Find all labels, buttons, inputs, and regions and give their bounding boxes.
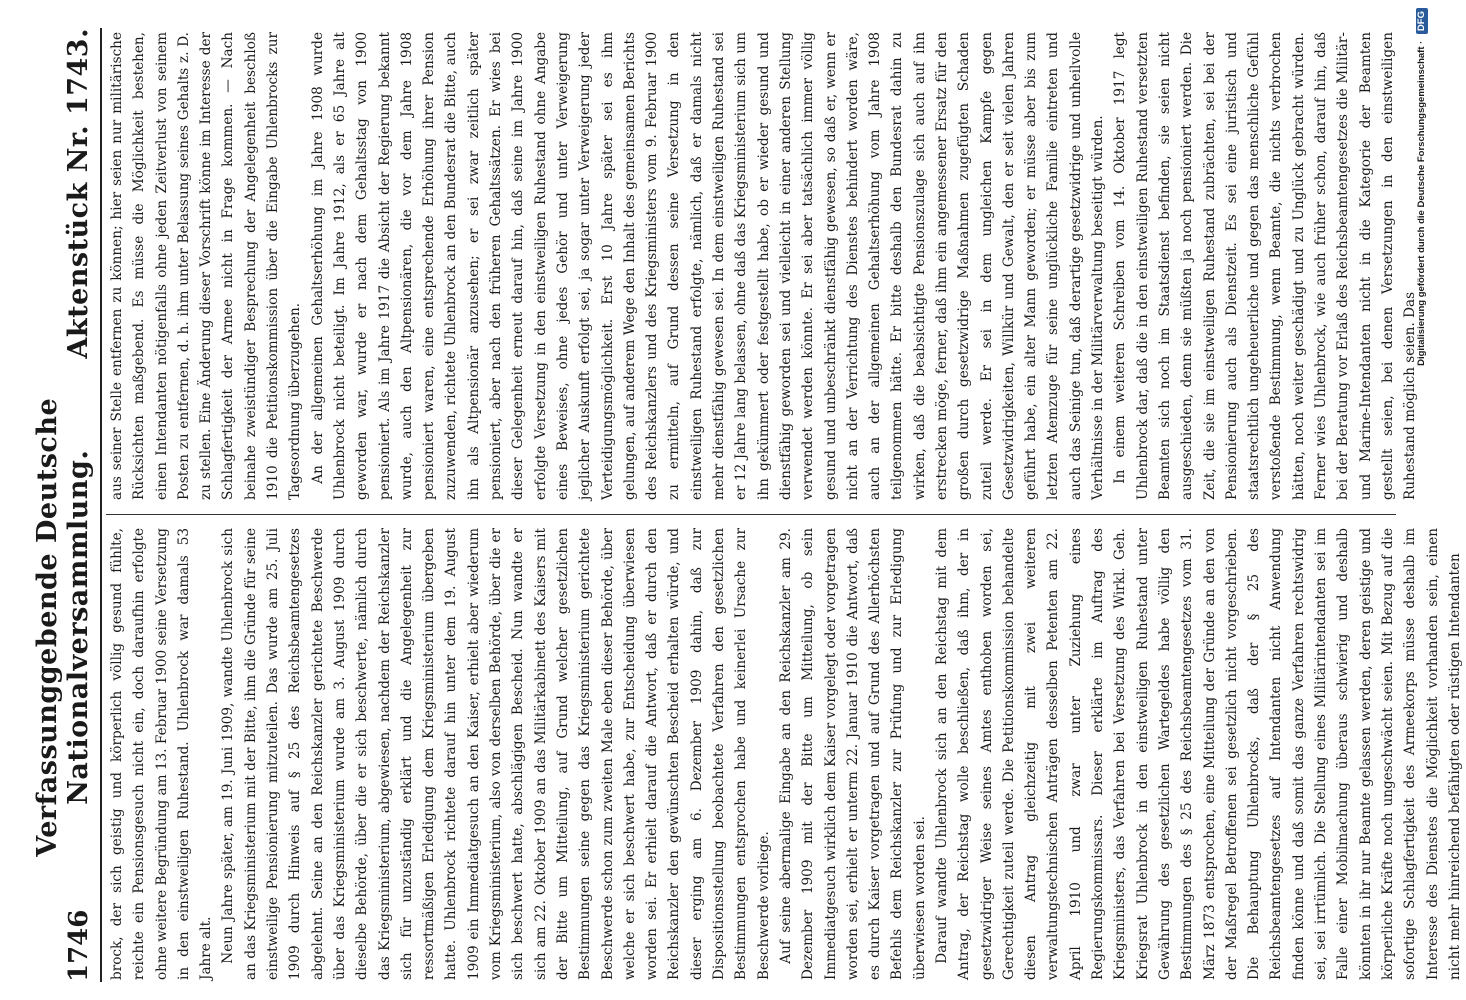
column-separator <box>106 514 1396 515</box>
document-number-title: Aktenstück Nr. 1743. <box>63 28 94 359</box>
header-rule <box>100 28 102 982</box>
page-number: 1746 <box>64 909 94 982</box>
side-credit <box>1412 8 1432 868</box>
page-header <box>32 28 94 982</box>
left-paragraph-1: brock, der sich geistig und körperlich völlig gesund fühlte, reichte ein Pensionsgesuch nicht ein, doch daraufhin erfolgte ohne weitere Begründung am 13. Februar 1900 seine Versetzung in den einstweiligen Ruhestand. Uhlenbrock war damals 53 Jahre alt. <box>109 528 215 980</box>
right-paragraph-3: In einem weiteren Schreiben vom 14. Oktober 1917 legt Uhlenbrock dar, daß die in den einstweiligen Ruhestand versetzten Beamten sich noch im Staatsdienst befinden, sie seien nicht ausgeschieden, denn sie müßten ja noch pensioniert werden. Die Zeit, die sie im einstweiligen Ruhestand zubrächten, sei bei der Pensionierung auch als Dienstzeit. Es sei eine juristisch und staatsrechtlich ungeheuerliche und gegen das menschliche Gefühl verstoßende Bestimmung, wenn Beamte, die nichts verbrochen hätten, noch weiter geschädigt und zu Unglück gebracht würden. Ferner wies Uhlenbrock, wie auch früher schon, darauf hin, daß bei der Beratung vor Erlaß des Reichsbeamtengesetzes die Militär- und Marine-Intendanten nicht in die Kategorie der Beamten gestellt seien, bei denen Versetzungen in den einstweiligen Ruhestand möglich seien. Das <box>1112 32 1419 500</box>
side-credit-text <box>1412 8 1432 868</box>
left-paragraph-2: Neun Jahre später, am 19. Juni 1909, wandte Uhlenbrock sich an das Kriegsministerium mit der Bitte, ihm die Gründe für seine einstweilige Pensionierung mitzuteilen. Das wurde am 25. Juli 1909 durch Hinweis auf § 25 des Reichsbeamtengesetzes abgelehnt. Seine an den Reichskanzler gerichtete Beschwerde über das Kriegsministerium wurde am 3. August 1909 durch dieselbe Behörde, über die er sich beschwerte, nämlich durch das Kriegsministerium, abgewiesen, nachdem der Reichskanzler sich für unzuständig erklärt und die Angelegenheit zur ressortmäßigen Erledigung dem Kriegsministerium übergeben hatte. Uhlenbrock richtete darauf hin unter dem 19. August 1909 ein Immediatgesuch an den Kaiser, erhielt aber wiederum vom Kriegsministerium, also von derselben Behörde, über die er sich beschwert hatte, abschlägigen Bescheid. Nun wandte er sich am 22. Oktober 1909 an das Militärkabinett des Kaisers mit der Bitte um Mitteilung, auf Grund welcher gesetzlichen Bestimmungen seine gegen das Kriegsministerium gerichtete Beschwerde schon zum zweiten Male eben dieser Behörde, über welche er sich beschwert habe, zur Entscheidung überwiesen worden sei. Er erhielt darauf die Antwort, daß er durch den Reichskanzler den gewünschten Bescheid erhalten würde, und dieser erging am 6. Dezember 1909 dahin, daß zur Dispositionsstellung beobachtete Verfahren den gesetzlichen Bestimmungen entsprochen habe und keinerlei Ursache zur Beschwerde vorliege. <box>220 528 772 980</box>
dfg-logo: DFG <box>1416 8 1428 34</box>
right-column <box>106 32 1419 500</box>
right-paragraph-1: aus seiner Stelle entfernen zu können; hier seien nur militärische Rücksichten maßgebend. Es müsse die Möglichkeit bestehen, einen Intendanten nötigenfalls ohne jeden Zeitverlust von seinem Posten zu entfernen, d. h. ihm unter Belassung seines Gehalts z. D. zu stellen. Eine Änderung dieser Vorschrift könne im Interesse der Schlagfertigkeit der Armee nicht in Frage kommen. — Nach beinahe zweistündiger Besprechung der Angelegenheit beschloß 1910 die Petitionskommission über die Eingabe Uhlenbrocks zur Tagesordnung überzugehen. <box>109 32 304 500</box>
left-paragraph-3: Auf seine abermalige Eingabe an den Reichskanzler am 29. Dezember 1909 mit der Bitte um Mitteilung, ob sein Immediatgesuch wirklich dem Kaiser vorgelegt oder vorgetragen worden sei, erhielt er unterm 22. Januar 1910 die Antwort, daß es durch Kaiser vorgetragen und auf Grund des Allerhöchsten Befehls dem Reichskanzler zur Prüfung und zur Erledigung überwiesen worden sei. <box>777 528 928 980</box>
left-paragraph-4: Darauf wandte Uhlenbrock sich an den Reichstag mit dem Antrag, der Reichstag wolle beschließen, daß ihm, der in gesetzwidriger Weise seines Amtes enthoben worden sei, Gerechtigkeit zuteil werde. Die Petitionskommission behandelte diesen Antrag gleichzeitig mit zwei weiteren verwaltungstechnischen Anträgen desselben Petenten am 22. April 1910 und zwar unter Zuziehung eines Regierungskommissars. Dieser erklärte im Auftrag des Kriegsministers, das Verfahren bei Versetzung des Wirkl. Geh. Kriegsrat Uhlenbrock in den einstweiligen Ruhestand unter Gewährung des gesetzlichen Wartegeldes habe völlig den Bestimmungen des § 25 des Reichsbeamtengesetzes vom 31. März 1873 entsprochen, eine Mitteilung der Gründe an den von der Maßregel Betroffenen sei gesetzlich nicht vorgeschrieben. Die Behauptung Uhlenbrocks, daß der § 25 des Reichsbeamtengesetzes auf Intendanten nicht Anwendung finden könne und daß somit das ganze Verfahren rechtswidrig sei, sei irrtümlich. Die Stellung eines Militärintendanten sei im Falle einer Mobilmachung überaus schwierig und deshalb könnten in ihr nur Beamte gelassen werden, deren geistige und körperliche Kräfte noch ungeschwächt seien. Mit Bezug auf die sofortige Schlagfertigkeit des Armeekorps müsse deshalb im Interesse des Dienstes die Möglichkeit vorhanden sein, einen nicht mehr hinreichend befähigten oder rüstigen Intendanten <box>933 528 1463 980</box>
right-paragraph-2: An der allgemeinen Gehaltserhöhung im Jahre 1908 wurde Uhlenbrock nicht beteiligt. Im Jahre 1912, als er 65 Jahre alt geworden war, wurde er nach dem Gehaltsstag von 1900 pensioniert. Als im Jahre 1917 die Absicht der Regierung bekannt wurde, auch den Altpensionären, die vor dem Jahre 1908 pensioniert waren, eine entsprechende Erhöhung ihrer Pension zuzuwenden, richtete Uhlenbrock an den Bundesrat die Bitte, auch ihn als Altpensionär anzusehen; er sei zwar zeitlich später pensioniert, aber nach den früheren Gehaltssätzen. Er wies bei dieser Gelegenheit erneut darauf hin, daß seine im Jahre 1900 erfolgte Versetzung in den einstweiligen Ruhestand ohne Angabe eines Beweises, ohne jedes Gehör und unter Verweigerung jeglicher Auskunft erfolgt sei, ja sogar unter Verweigerung jeder Verteidigungsmöglichkeit. Erst 10 Jahre später sei es ihm gelungen, auf anderem Wege den Inhalt des gemeinsamen Berichts des Reichskanzlers und des Kriegsministers vom 9. Februar 1900 zu ermitteln, auf Grund dessen seine Versetzung in den einstweiligen Ruhestand erfolgte, nämlich, daß er damals nicht mehr dienstfähig gewesen sei. In dem einstweiligen Ruhestand sei er 12 Jahre lang belassen, ohne daß das Kriegsministerium sich um ihn gekümmert oder festgestellt habe, ob er wieder gesund und dienstfähig geworden sei und vielleicht in einer anderen Stellung verwendet werden könnte. Er sei aber tatsächlich immer völlig gesund und unbeschränkt dienstfähig gewesen, so daß er, wenn er nicht an der Verrichtung des Dienstes behindert worden wäre, auch an der allgemeinen Gehaltserhöhung vom Jahre 1908 teilgenommen hätte. Er bitte deshalb den Bundesrat dahin zu wirken, daß die beabsichtigte Pensionszulage sich auch auf ihn erstrecken möge, ferner, daß ihm ein angemessener Ersatz für den großen durch gesetzwidrige Maßnahmen zugefügten Schaden zuteil werde. Er sei in dem ungleichen Kampfe gegen Gesetzwidrigkeiten, Willkür und Gewalt, den er seit vielen Jahren geführt habe, ein alter Mann geworden; er müsse aber bis zum letzten Atemzuge für seine unglückliche Familie eintreten und auch das Seinige tun, daß derartige gesetzwidrige und unheilvolle Verhältnisse in der Militärverwaltung beseitigt würden. <box>309 32 1107 500</box>
assembly-title: Verfassunggebende Deutsche Nationalversammlung. <box>32 397 94 857</box>
left-column <box>106 528 1463 980</box>
credit-text: Digitalisierung gefördert durch die Deutsche Forschungsgemeinschaft · <box>1416 40 1427 366</box>
